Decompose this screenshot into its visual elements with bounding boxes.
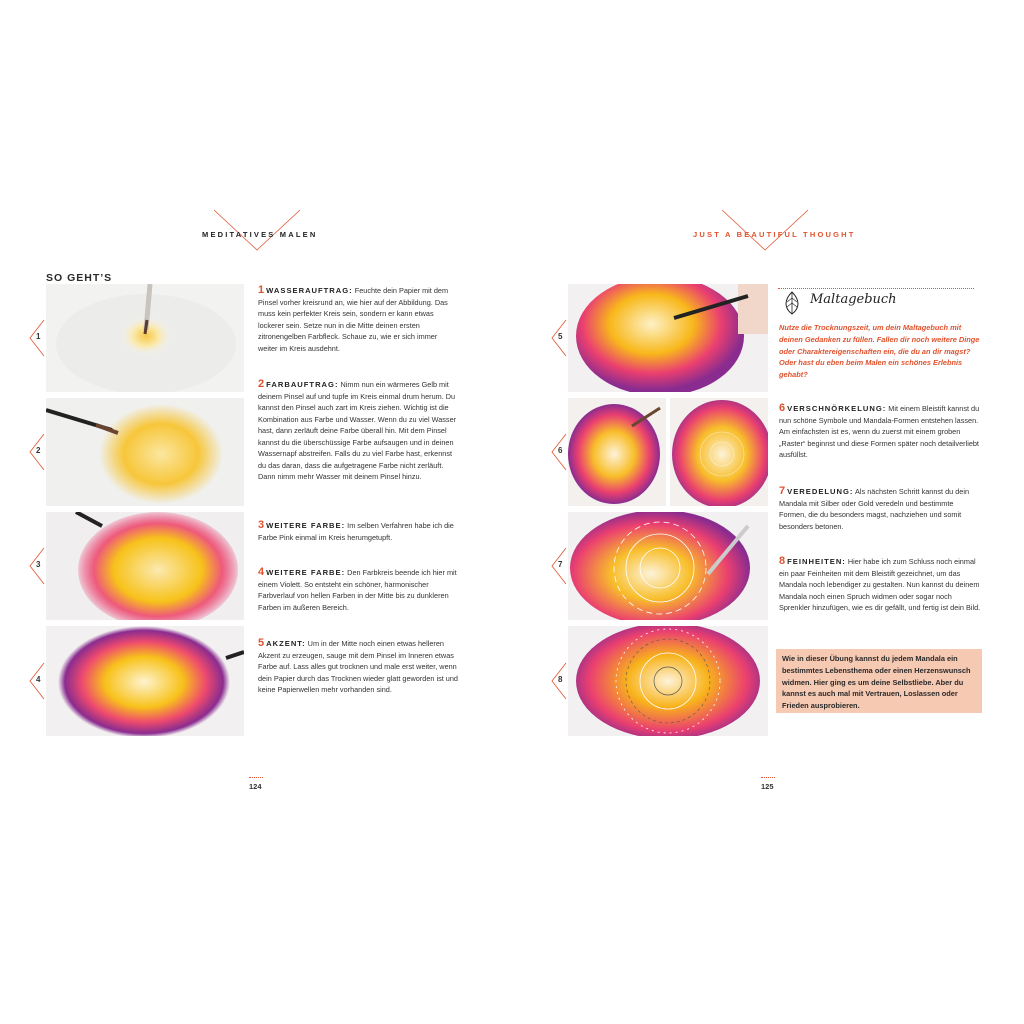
step-photo-4 xyxy=(46,626,244,736)
step-marker-3: 3 xyxy=(28,546,48,586)
step-photo-3 xyxy=(46,512,244,620)
step-photo-2 xyxy=(46,398,244,506)
step-photo-7 xyxy=(568,512,768,620)
step-6-text: 6 VERSCHNÖRKELUNG: Mit einem Bleistift kannst du nun schöne Symbole und Mandala-Formen entstehen lassen. Am einfachsten ist es, wenn du zuerst mit einem groben „Raster“ beginnst und diese Formen später noch detailverliebt ausfüllst. xyxy=(779,402,980,459)
step-photo-8 xyxy=(568,626,768,736)
step-3-text: 3 WEITERE FARBE: Im selben Verfahren habe ich die Farbe Pink einmal im Kreis herumgetupft. xyxy=(258,519,454,542)
step-4-text: 4 WEITERE FARBE: Den Farbkreis beende ich hier mit einem Violett. So entsteht ein schöner, harmonischer Farbverlauf von hellen Farben in der Mitte bis zu dunkleren Farben im äußeren Bereich. xyxy=(258,566,457,612)
step-marker-2: 2 xyxy=(28,432,48,472)
left-running-header: MEDITATIVES MALEN xyxy=(202,230,318,239)
step-photo-6b xyxy=(670,398,768,506)
diary-divider xyxy=(778,288,974,289)
step-2-text: 2 FARBAUFTRAG: Nimm nun ein wärmeres Gelb mit deinem Pinsel auf und tupfe im Kreis einmal drum herum. Du kannst den Pinsel auch zart im Kreis ziehen. Wichtig ist die Kombination aus Farbe und Wasser. Wenn du zu viel Wasser hast, dann zerläuft deine Farbe überall hin. Mit dem Pinsel kannst du die überschüssige Farbe aufsaugen und in deinen Wassernapf abstreifen. Falls du zu viel Farbe hast, erkennst du das daran, dass die aufgetragene Farbe nicht zerläuft. Dann nimm mehr Wasser mit deinem Pinsel hinzu. xyxy=(258,378,457,481)
step-7-text: 7 VEREDELUNG: Als nächsten Schritt kannst du dein Mandala mit Silber oder Gold veredeln und bestimmte Formen, die du besonders magst, nachziehen und somit besonders betonen. xyxy=(779,485,970,531)
step-marker-5: 5 xyxy=(550,318,570,358)
page-number-right: 125 xyxy=(761,782,774,791)
right-running-header: JUST A BEAUTIFUL THOUGHT xyxy=(693,230,856,239)
page-number-left: 124 xyxy=(249,782,262,791)
step-8-text: 8 FEINHEITEN: Hier habe ich zum Schluss noch einmal ein paar Feinheiten mit dem Bleistift gezeichnet, um das Mandala noch lebendiger zu gestalten. Nun kannst du deinem Mandala noch einen Spruch widmen oder sogar noch Sprenkler hinzufügen, wie es dir gefällt, und fertig ist dein Bild. xyxy=(779,555,981,612)
diary-text: Nutze die Trocknungszeit, um dein Maltagebuch mit deinen Gedanken zu füllen. Fallen dir noch weitere Dinge oder Charaktereigenschaften ein, die du an dir magst? Oder hast du eben beim Malen ein schönes Erlebnis gehabt? xyxy=(779,323,980,380)
step-5-text: 5 AKZENT: Um in der Mitte noch einen etwas helleren Akzent zu erzeugen, sauge mit dem Pinsel im Inneren etwas Farbe auf. Lass alles gut trocknen und male erst weiter, wenn dein Papier durch das Trocknen wieder glatt geworden ist und keine Papierwellen mehr vorhanden sind. xyxy=(258,637,458,694)
section-title: SO GEHT’S xyxy=(46,272,113,284)
diary-title: Maltagebuch xyxy=(810,292,897,307)
step-marker-4: 4 xyxy=(28,661,48,701)
feather-icon xyxy=(780,290,804,316)
step-photo-5 xyxy=(568,284,768,392)
step-marker-6: 6 xyxy=(550,432,570,472)
tip-box: Wie in dieser Übung kannst du jedem Mandala ein bestimmtes Lebensthema oder einen Herzenswunsch widmen. Hier ging es um deine Selbstliebe. Aber du kannst es auch mal mit Vertrauen, Loslassen oder Frieden ausprobieren. xyxy=(776,649,982,713)
step-1-text: 1 WASSERAUFTRAG: Feuchte dein Papier mit dem Pinsel vorher kreisrund an, wie hier auf der Abbildung. Das muss kein perfekter Kreis sein, sondern er kann etwas lockerer sein. Setze nun in die Mitte deinen ersten zitronengelben Farbfleck. Schaue zu, wie er sich immer weiter im Kreis ausdehnt. xyxy=(258,284,449,353)
step-marker-8: 8 xyxy=(550,661,570,701)
step-marker-7: 7 xyxy=(550,546,570,586)
step-photo-1 xyxy=(46,284,244,392)
step-marker-1: 1 xyxy=(28,318,48,358)
step-photo-6a xyxy=(568,398,666,506)
